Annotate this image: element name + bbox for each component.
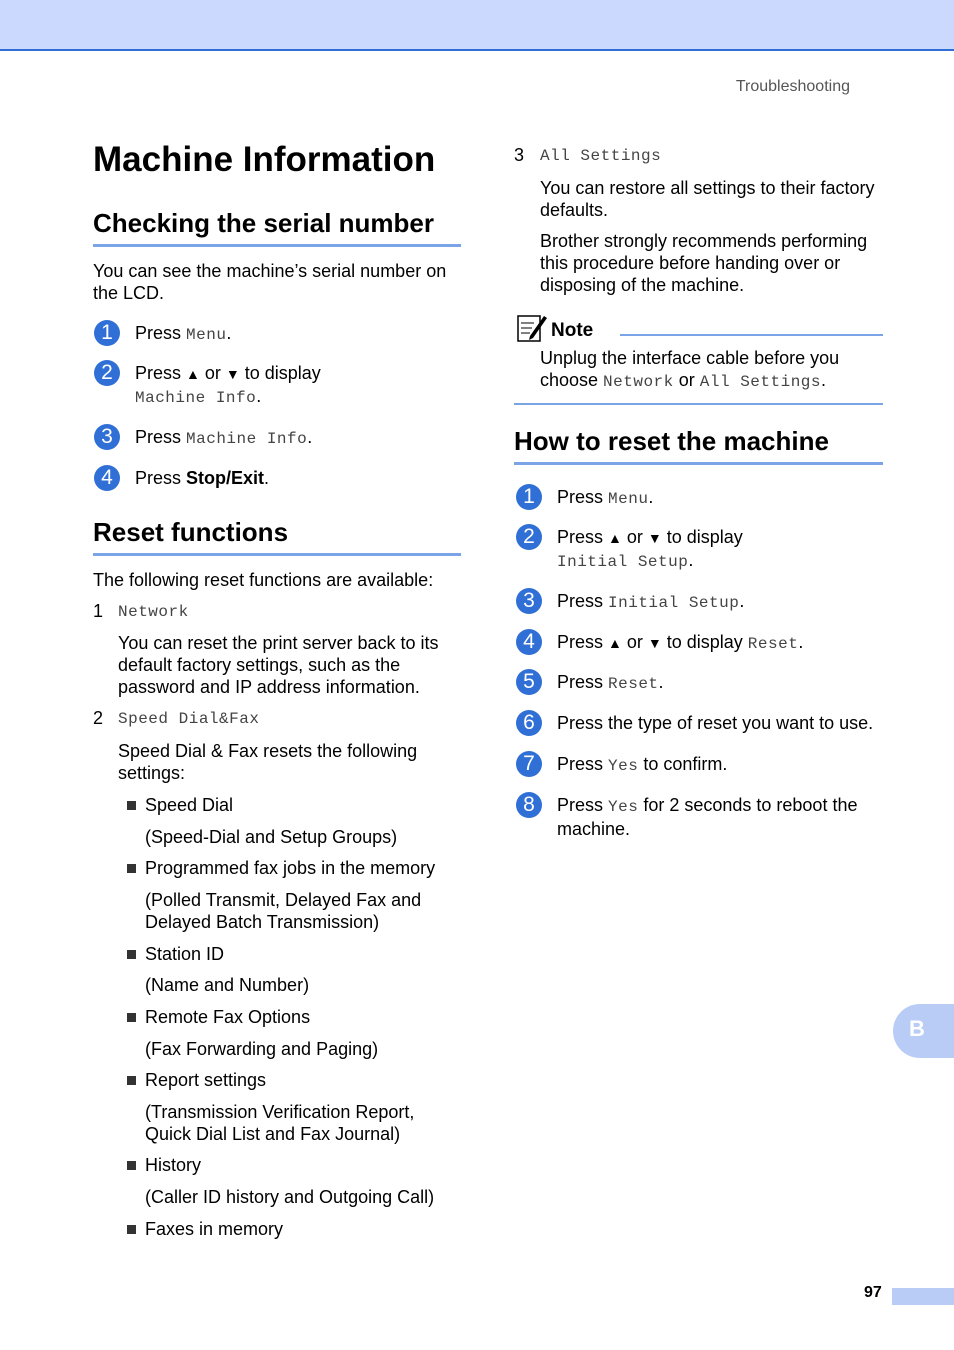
bullet-item: Speed Dial <box>127 794 233 816</box>
reset-item-2-desc: Speed Dial & Fax resets the following settings: <box>118 741 418 783</box>
reset-item-2-code: Speed Dial&Fax <box>118 710 260 728</box>
step-number: 1 <box>94 320 120 346</box>
reset-intro: The following reset functions are available: <box>93 570 434 590</box>
up-arrow-icon: ▲ <box>608 635 622 651</box>
step-number: 4 <box>516 629 542 655</box>
note-title: Note <box>551 320 594 341</box>
howto-step-3: 3 Press Initial Setup. <box>516 588 542 614</box>
bullet-item: Remote Fax Options <box>127 1006 310 1028</box>
down-arrow-icon: ▼ <box>647 530 662 546</box>
chapter-tab <box>893 1004 954 1058</box>
bullet-item: History <box>127 1154 201 1176</box>
header-band <box>0 0 954 51</box>
bullet-item: Programmed fax jobs in the memory <box>127 857 435 879</box>
reset-item-2-number: 2 <box>93 708 104 728</box>
step-number: 4 <box>94 465 120 491</box>
serial-step-2: 2 Press ▲ or ▼ to display Machine Info. <box>94 360 120 386</box>
serial-intro: You can see the machine’s serial number on the LCD. <box>93 261 447 303</box>
up-arrow-icon: ▲ <box>608 530 622 546</box>
reset-item-1-code: Network <box>118 603 189 621</box>
bullet-item: Faxes in memory <box>127 1218 283 1240</box>
serial-step-1: 1 Press Menu. <box>94 320 120 346</box>
page-number-bar <box>892 1288 954 1305</box>
note-divider <box>620 334 883 336</box>
howto-step-1: 1 Press Menu. <box>516 484 542 510</box>
reset-item-1-desc: You can reset the print server back to its default factory settings, such as the password and IP address information. <box>118 633 439 697</box>
howto-step-7: 7 Press Yes to confirm. <box>516 751 542 777</box>
note-box <box>514 312 883 405</box>
bullet-sub: (Transmission Verification Report, Quick Dial List and Fax Journal) <box>145 1102 415 1144</box>
serial-step-3: 3 Press Machine Info. <box>94 424 120 450</box>
step-number: 5 <box>516 669 542 695</box>
note-text: Unplug the interface cable before you choose Network or All Settings. <box>540 348 840 391</box>
step-number: 8 <box>516 792 542 818</box>
step-number: 3 <box>94 424 120 450</box>
howto-heading: How to reset the machine <box>514 426 883 465</box>
howto-step-8: 8 Press Yes for 2 seconds to reboot the machine. <box>516 792 542 818</box>
down-arrow-icon: ▼ <box>647 635 662 651</box>
bullet-sub: (Polled Transmit, Delayed Fax and Delayed Batch Transmission) <box>145 890 422 932</box>
bullet-sub: (Name and Number) <box>145 975 310 995</box>
howto-step-4: 4 Press ▲ or ▼ to display Reset. <box>516 629 542 655</box>
step-number: 7 <box>516 751 542 777</box>
reset-item-3-code: All Settings <box>540 147 662 165</box>
step-number: 1 <box>516 484 542 510</box>
reset-item-3-desc1: You can restore all settings to their factory defaults. <box>540 178 875 220</box>
reset-item-3-desc2: Brother strongly recommends performing this procedure before handing over or disposing of the machine. <box>540 231 868 295</box>
page-number: 97 <box>864 1284 882 1301</box>
reset-item-1-number: 1 <box>93 601 104 621</box>
bullet-sub: (Fax Forwarding and Paging) <box>145 1039 379 1059</box>
step-number: 2 <box>94 360 120 386</box>
bullet-item: Station ID <box>127 943 224 965</box>
howto-step-2: 2 Press ▲ or ▼ to display Initial Setup. <box>516 524 542 550</box>
serial-section <box>93 208 461 247</box>
step-number: 6 <box>516 710 542 736</box>
up-arrow-icon: ▲ <box>186 366 200 382</box>
howto-step-6: 6 Press the type of reset you want to use. <box>516 710 542 736</box>
reset-item-3-number: 3 <box>514 145 525 165</box>
page-title: Machine Information <box>93 140 436 179</box>
howto-step-5: 5 Press Reset. <box>516 669 542 695</box>
reset-section <box>93 517 461 556</box>
chapter-tab-label: B <box>909 1016 925 1041</box>
bullet-sub: (Caller ID history and Outgoing Call) <box>145 1187 435 1207</box>
serial-heading: Checking the serial number <box>93 208 461 247</box>
note-pencil-icon <box>516 312 548 344</box>
bullet-sub: (Speed-Dial and Setup Groups) <box>145 827 398 847</box>
serial-step-4: 4 Press Stop/Exit. <box>94 465 120 491</box>
bullet-item: Report settings <box>127 1069 266 1091</box>
section-label: Troubleshooting <box>735 78 850 95</box>
reset-heading: Reset functions <box>93 517 461 556</box>
howto-section <box>514 426 883 465</box>
step-number: 2 <box>516 524 542 550</box>
step-number: 3 <box>516 588 542 614</box>
down-arrow-icon: ▼ <box>225 366 240 382</box>
